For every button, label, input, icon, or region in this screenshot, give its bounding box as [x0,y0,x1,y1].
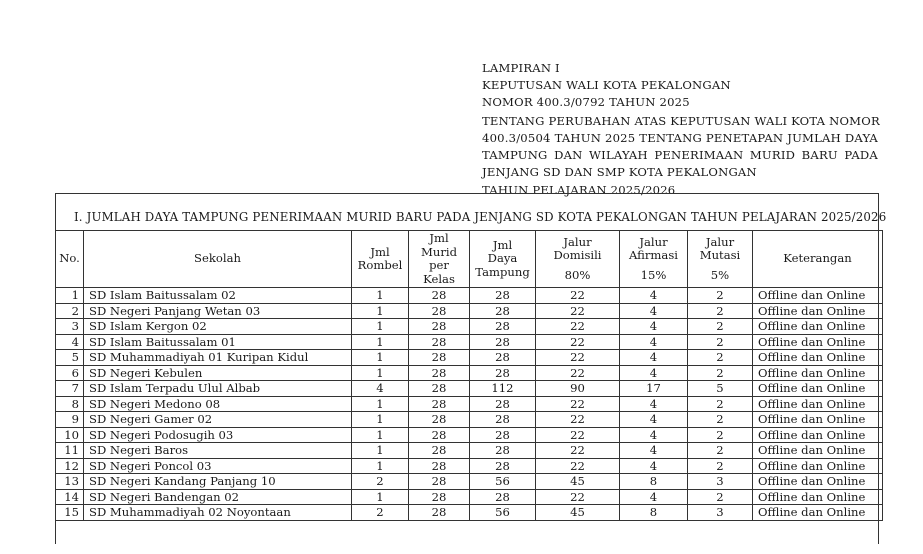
nomor-label: NOMOR 400.3/0792 TAHUN 2025 [482,95,690,110]
cell-keterangan: Offline dan Online [753,505,883,521]
cell-domisili: 22 [536,288,620,304]
cell-mutasi: 2 [688,396,753,412]
cell-afirmasi: 4 [620,365,688,381]
cell-murid: 28 [409,443,470,459]
cell-keterangan: Offline dan Online [753,427,883,443]
table-row [56,319,883,335]
cell-domisili: 22 [536,412,620,428]
table-row [56,505,883,521]
cell-daya: 28 [470,350,536,366]
cell-murid: 28 [409,334,470,350]
cell-afirmasi: 4 [620,288,688,304]
cell-mutasi: 5 [688,381,753,397]
cell-afirmasi: 4 [620,412,688,428]
cell-keterangan: Offline dan Online [753,412,883,428]
cell-sekolah: SD Islam Terpadu Ulul Albab [84,381,352,397]
cell-murid: 28 [409,319,470,335]
cell-no: 5 [56,350,84,366]
cell-daya: 28 [470,319,536,335]
cell-keterangan: Offline dan Online [753,458,883,474]
cell-no: 4 [56,334,84,350]
tahun-label: TAHUN PELAJARAN 2025/2026 [482,183,676,198]
cell-sekolah: SD Islam Baitussalam 01 [84,334,352,350]
cell-no: 12 [56,458,84,474]
table-row [56,288,883,304]
cell-rombel: 1 [352,427,409,443]
cell-daya: 28 [470,412,536,428]
table-row [56,396,883,412]
cell-daya: 28 [470,365,536,381]
cell-keterangan: Offline dan Online [753,334,883,350]
cell-daya: 28 [470,489,536,505]
cell-sekolah: SD Islam Baitussalam 02 [84,288,352,304]
cell-daya: 28 [470,443,536,459]
cell-domisili: 90 [536,381,620,397]
cell-sekolah: SD Negeri Bandengan 02 [84,489,352,505]
cell-no: 15 [56,505,84,521]
cell-domisili: 22 [536,334,620,350]
cell-no: 11 [56,443,84,459]
cell-murid: 28 [409,474,470,490]
cell-mutasi: 2 [688,350,753,366]
cell-rombel: 1 [352,365,409,381]
cell-afirmasi: 4 [620,427,688,443]
cell-rombel: 1 [352,303,409,319]
cell-no: 13 [56,474,84,490]
cell-rombel: 1 [352,350,409,366]
cell-daya: 56 [470,474,536,490]
cell-mutasi: 2 [688,427,753,443]
cell-no: 14 [56,489,84,505]
cell-sekolah: SD Negeri Podosugih 03 [84,427,352,443]
cell-no: 10 [56,427,84,443]
cell-domisili: 22 [536,319,620,335]
cell-daya: 28 [470,303,536,319]
cell-murid: 28 [409,505,470,521]
cell-murid: 28 [409,303,470,319]
tentang-line: 400.3/0504 TAHUN 2025 TENTANG PENETAPAN JUMLAH DAYA [482,130,878,145]
cell-no: 7 [56,381,84,397]
cell-no: 1 [56,288,84,304]
cell-mutasi: 2 [688,458,753,474]
cell-murid: 28 [409,350,470,366]
tentang-line: TAMPUNG DAN WILAYAH PENERIMAAN MURID BARU PADA [482,148,878,163]
cell-sekolah: SD Negeri Medono 08 [84,396,352,412]
cell-domisili: 22 [536,458,620,474]
cell-no: 6 [56,365,84,381]
cell-sekolah: SD Negeri Kandang Panjang 10 [84,474,352,490]
cell-rombel: 2 [352,474,409,490]
header-domisili: Jalur Domisili 80% [536,231,620,288]
cell-daya: 28 [470,334,536,350]
cell-mutasi: 2 [688,303,753,319]
cell-daya: 112 [470,381,536,397]
header-no: No. [56,231,84,288]
cell-keterangan: Offline dan Online [753,319,883,335]
cell-rombel: 1 [352,489,409,505]
cell-domisili: 22 [536,396,620,412]
table-row [56,303,883,319]
cell-rombel: 4 [352,381,409,397]
cell-daya: 28 [470,288,536,304]
cell-keterangan: Offline dan Online [753,443,883,459]
cell-keterangan: Offline dan Online [753,350,883,366]
table-row [56,350,883,366]
cell-domisili: 22 [536,443,620,459]
cell-rombel: 1 [352,334,409,350]
table-row [56,474,883,490]
cell-mutasi: 3 [688,505,753,521]
cell-keterangan: Offline dan Online [753,303,883,319]
table-row [56,458,883,474]
cell-rombel: 1 [352,412,409,428]
table-row [56,365,883,381]
cell-no: 3 [56,319,84,335]
cell-afirmasi: 8 [620,474,688,490]
cell-sekolah: SD Negeri Kebulen [84,365,352,381]
cell-afirmasi: 4 [620,350,688,366]
cell-sekolah: SD Negeri Baros [84,443,352,459]
section-title: I. JUMLAH DAYA TAMPUNG PENERIMAAN MURID BARU PADA JENJANG SD KOTA PEKALONGAN TAHUN PELAJARAN 2025/2026 [74,210,887,224]
cell-murid: 28 [409,458,470,474]
keputusan-title: KEPUTUSAN WALI KOTA PEKALONGAN [482,78,731,93]
cell-murid: 28 [409,427,470,443]
table-row [56,381,883,397]
cell-rombel: 1 [352,288,409,304]
cell-mutasi: 2 [688,288,753,304]
table-row [56,427,883,443]
cell-domisili: 22 [536,365,620,381]
cell-daya: 28 [470,396,536,412]
cell-afirmasi: 17 [620,381,688,397]
header-mutasi: Jalur Mutasi 5% [688,231,753,288]
cell-afirmasi: 4 [620,303,688,319]
cell-sekolah: SD Negeri Panjang Wetan 03 [84,303,352,319]
cell-mutasi: 2 [688,412,753,428]
cell-no: 8 [56,396,84,412]
cell-afirmasi: 4 [620,319,688,335]
cell-domisili: 22 [536,489,620,505]
header-keterangan: Keterangan [753,231,883,288]
cell-keterangan: Offline dan Online [753,288,883,304]
cell-sekolah: SD Muhammadiyah 01 Kuripan Kidul [84,350,352,366]
table-row [56,334,883,350]
header-murid: Jml Murid per Kelas [409,231,470,288]
cell-afirmasi: 4 [620,396,688,412]
cell-domisili: 22 [536,427,620,443]
cell-no: 2 [56,303,84,319]
table-row [56,489,883,505]
cell-murid: 28 [409,288,470,304]
cell-rombel: 1 [352,319,409,335]
cell-keterangan: Offline dan Online [753,474,883,490]
tentang-line: JENJANG SD DAN SMP KOTA PEKALONGAN [482,165,757,180]
cell-mutasi: 2 [688,319,753,335]
daya-tampung-table [55,230,883,521]
cell-mutasi: 2 [688,489,753,505]
cell-afirmasi: 8 [620,505,688,521]
cell-no: 9 [56,412,84,428]
header-sekolah: Sekolah [84,231,352,288]
table-row [56,443,883,459]
cell-murid: 28 [409,365,470,381]
cell-keterangan: Offline dan Online [753,365,883,381]
cell-sekolah: SD Negeri Gamer 02 [84,412,352,428]
cell-afirmasi: 4 [620,334,688,350]
cell-keterangan: Offline dan Online [753,489,883,505]
header-rombel: Jml Rombel [352,231,409,288]
header-afirmasi: Jalur Afirmasi 15% [620,231,688,288]
cell-rombel: 1 [352,443,409,459]
cell-murid: 28 [409,489,470,505]
cell-domisili: 22 [536,350,620,366]
cell-murid: 28 [409,396,470,412]
cell-mutasi: 2 [688,334,753,350]
cell-mutasi: 3 [688,474,753,490]
table-row [56,412,883,428]
cell-keterangan: Offline dan Online [753,396,883,412]
lampiran-label: LAMPIRAN I [482,61,560,75]
cell-daya: 56 [470,505,536,521]
cell-sekolah: SD Islam Kergon 02 [84,319,352,335]
cell-sekolah: SD Negeri Poncol 03 [84,458,352,474]
cell-sekolah: SD Muhammadiyah 02 Noyontaan [84,505,352,521]
document-header [482,60,878,200]
cell-domisili: 45 [536,505,620,521]
cell-afirmasi: 4 [620,458,688,474]
cell-afirmasi: 4 [620,443,688,459]
cell-daya: 28 [470,458,536,474]
cell-mutasi: 2 [688,443,753,459]
cell-mutasi: 2 [688,365,753,381]
cell-rombel: 1 [352,396,409,412]
cell-domisili: 22 [536,303,620,319]
cell-domisili: 45 [536,474,620,490]
cell-afirmasi: 4 [620,489,688,505]
cell-rombel: 1 [352,458,409,474]
tentang-line: TENTANG PERUBAHAN ATAS KEPUTUSAN WALI KOTA NOMOR [482,113,880,128]
header-daya: Jml Daya Tampung [470,231,536,288]
cell-daya: 28 [470,427,536,443]
cell-murid: 28 [409,412,470,428]
cell-keterangan: Offline dan Online [753,381,883,397]
cell-murid: 28 [409,381,470,397]
cell-rombel: 2 [352,505,409,521]
